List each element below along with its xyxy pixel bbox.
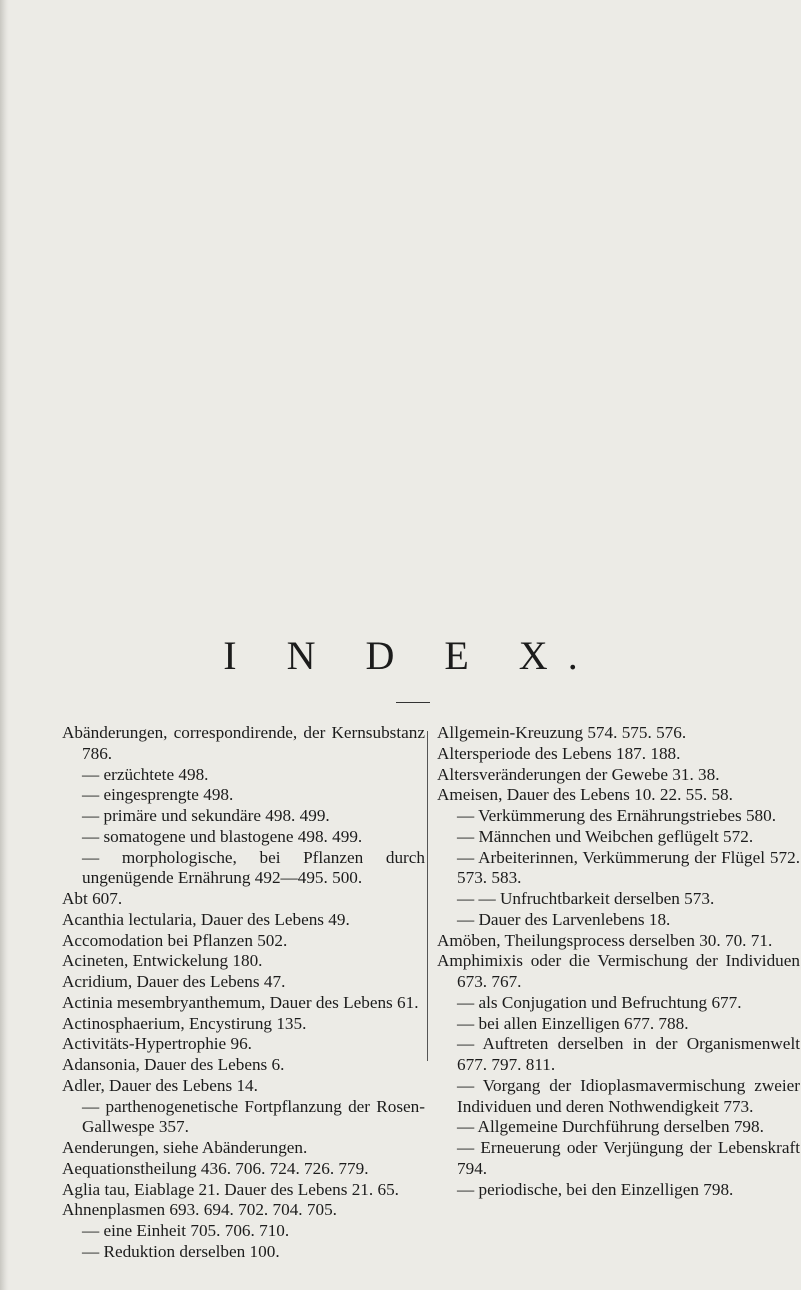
index-subentry: — periodische, bei den Einzelligen 798.	[457, 1179, 734, 1199]
index-subentry: — primäre und sekundäre 498. 499.	[82, 806, 330, 825]
index-entry: Abänderungen, correspondirende, der Kernsubstanz 786.	[62, 723, 425, 763]
index-subentry: — Verkümmerung des Ernährungstriebes 580.	[457, 806, 777, 825]
page-title: I N D E X.	[223, 633, 598, 678]
index-subentry: — Vorgang der Idioplasmavermischung zweier Individuen und deren Nothwendigkeit 773.	[457, 1075, 800, 1116]
index-subentry: — eine Einheit 705. 706. 710.	[82, 1221, 290, 1240]
title-rule	[396, 702, 430, 703]
index-entry: Amphimixis oder die Vermischung der Individuen 673. 767.	[437, 951, 800, 991]
index-subentry: — somatogene und blastogene 498. 499.	[82, 826, 363, 846]
index-entry: Aequationstheilung 436. 706. 724. 726. 779.	[62, 1158, 369, 1178]
index-subentry: — eingesprengte 498.	[82, 785, 234, 805]
index-entry: Activitäts-Hypertrophie 96.	[62, 1034, 252, 1054]
index-entry: Acineten, Entwickelung 180.	[62, 951, 263, 971]
index-subentry: — Auftreten derselben in der Organismenwelt 677. 797. 811.	[457, 1034, 800, 1074]
index-entry: Abt 607.	[62, 889, 123, 908]
index-entry: Adler, Dauer des Lebens 14.	[62, 1075, 258, 1095]
index-entry: Accomodation bei Pflanzen 502.	[62, 930, 288, 950]
index-subentry: — als Conjugation und Befruchtung 677.	[457, 992, 742, 1012]
index-subentry: — morphologische, bei Pflanzen durch ungenügende Ernährung 492—495. 500.	[82, 847, 425, 888]
index-entry: Altersveränderungen der Gewebe 31. 38.	[437, 764, 720, 784]
index-entry: Ahnenplasmen 693. 694. 702. 704. 705.	[62, 1200, 337, 1220]
column-divider	[427, 731, 428, 1061]
index-subentry: — Allgemeine Durchführung derselben 798.	[457, 1117, 764, 1137]
index-entry: Acridium, Dauer des Lebens 47.	[62, 972, 286, 991]
index-entry: Amöben, Theilungsprocess derselben 30. 70. 71.	[437, 930, 773, 950]
index-column-right	[437, 723, 800, 1200]
index-entry: Altersperiode des Lebens 187. 188.	[437, 743, 681, 763]
index-subentry: — Arbeiterinnen, Verkümmerung der Flügel 572. 573. 583.	[457, 847, 800, 888]
index-subentry: — — Unfruchtbarkeit derselben 573.	[457, 889, 715, 908]
index-subentry: — Reduktion derselben 100.	[82, 1241, 280, 1261]
index-entry: Allgemein-Kreuzung 574. 575. 576.	[437, 723, 687, 742]
index-subentry: — erzüchtete 498.	[82, 764, 209, 784]
index-entry: Actinosphaerium, Encystirung 135.	[62, 1013, 307, 1033]
index-entry: Ameisen, Dauer des Lebens 10. 22. 55. 58.	[437, 785, 733, 805]
index-subentry: — bei allen Einzelligen 677. 788.	[457, 1013, 689, 1033]
index-entry: Adansonia, Dauer des Lebens 6.	[62, 1055, 285, 1074]
index-entry: Acanthia lectularia, Dauer des Lebens 49.	[62, 909, 350, 929]
index-entry: Actinia mesembryanthemum, Dauer des Lebens 61.	[62, 992, 419, 1012]
index-entry: Aglia tau, Eiablage 21. Dauer des Lebens 21. 65.	[62, 1179, 399, 1199]
index-entry: Aenderungen, siehe Abänderungen.	[62, 1138, 308, 1157]
index-subentry: — parthenogenetische Fortpflanzung der Rosen-Gallwespe 357.	[82, 1096, 425, 1137]
index-subentry: — Dauer des Larvenlebens 18.	[457, 909, 671, 929]
index-subentry: — Männchen und Weibchen geflügelt 572.	[457, 826, 754, 846]
index-column-left	[62, 723, 425, 1263]
index-subentry: — Erneuerung oder Verjüngung der Lebenskraft 794.	[457, 1138, 800, 1178]
